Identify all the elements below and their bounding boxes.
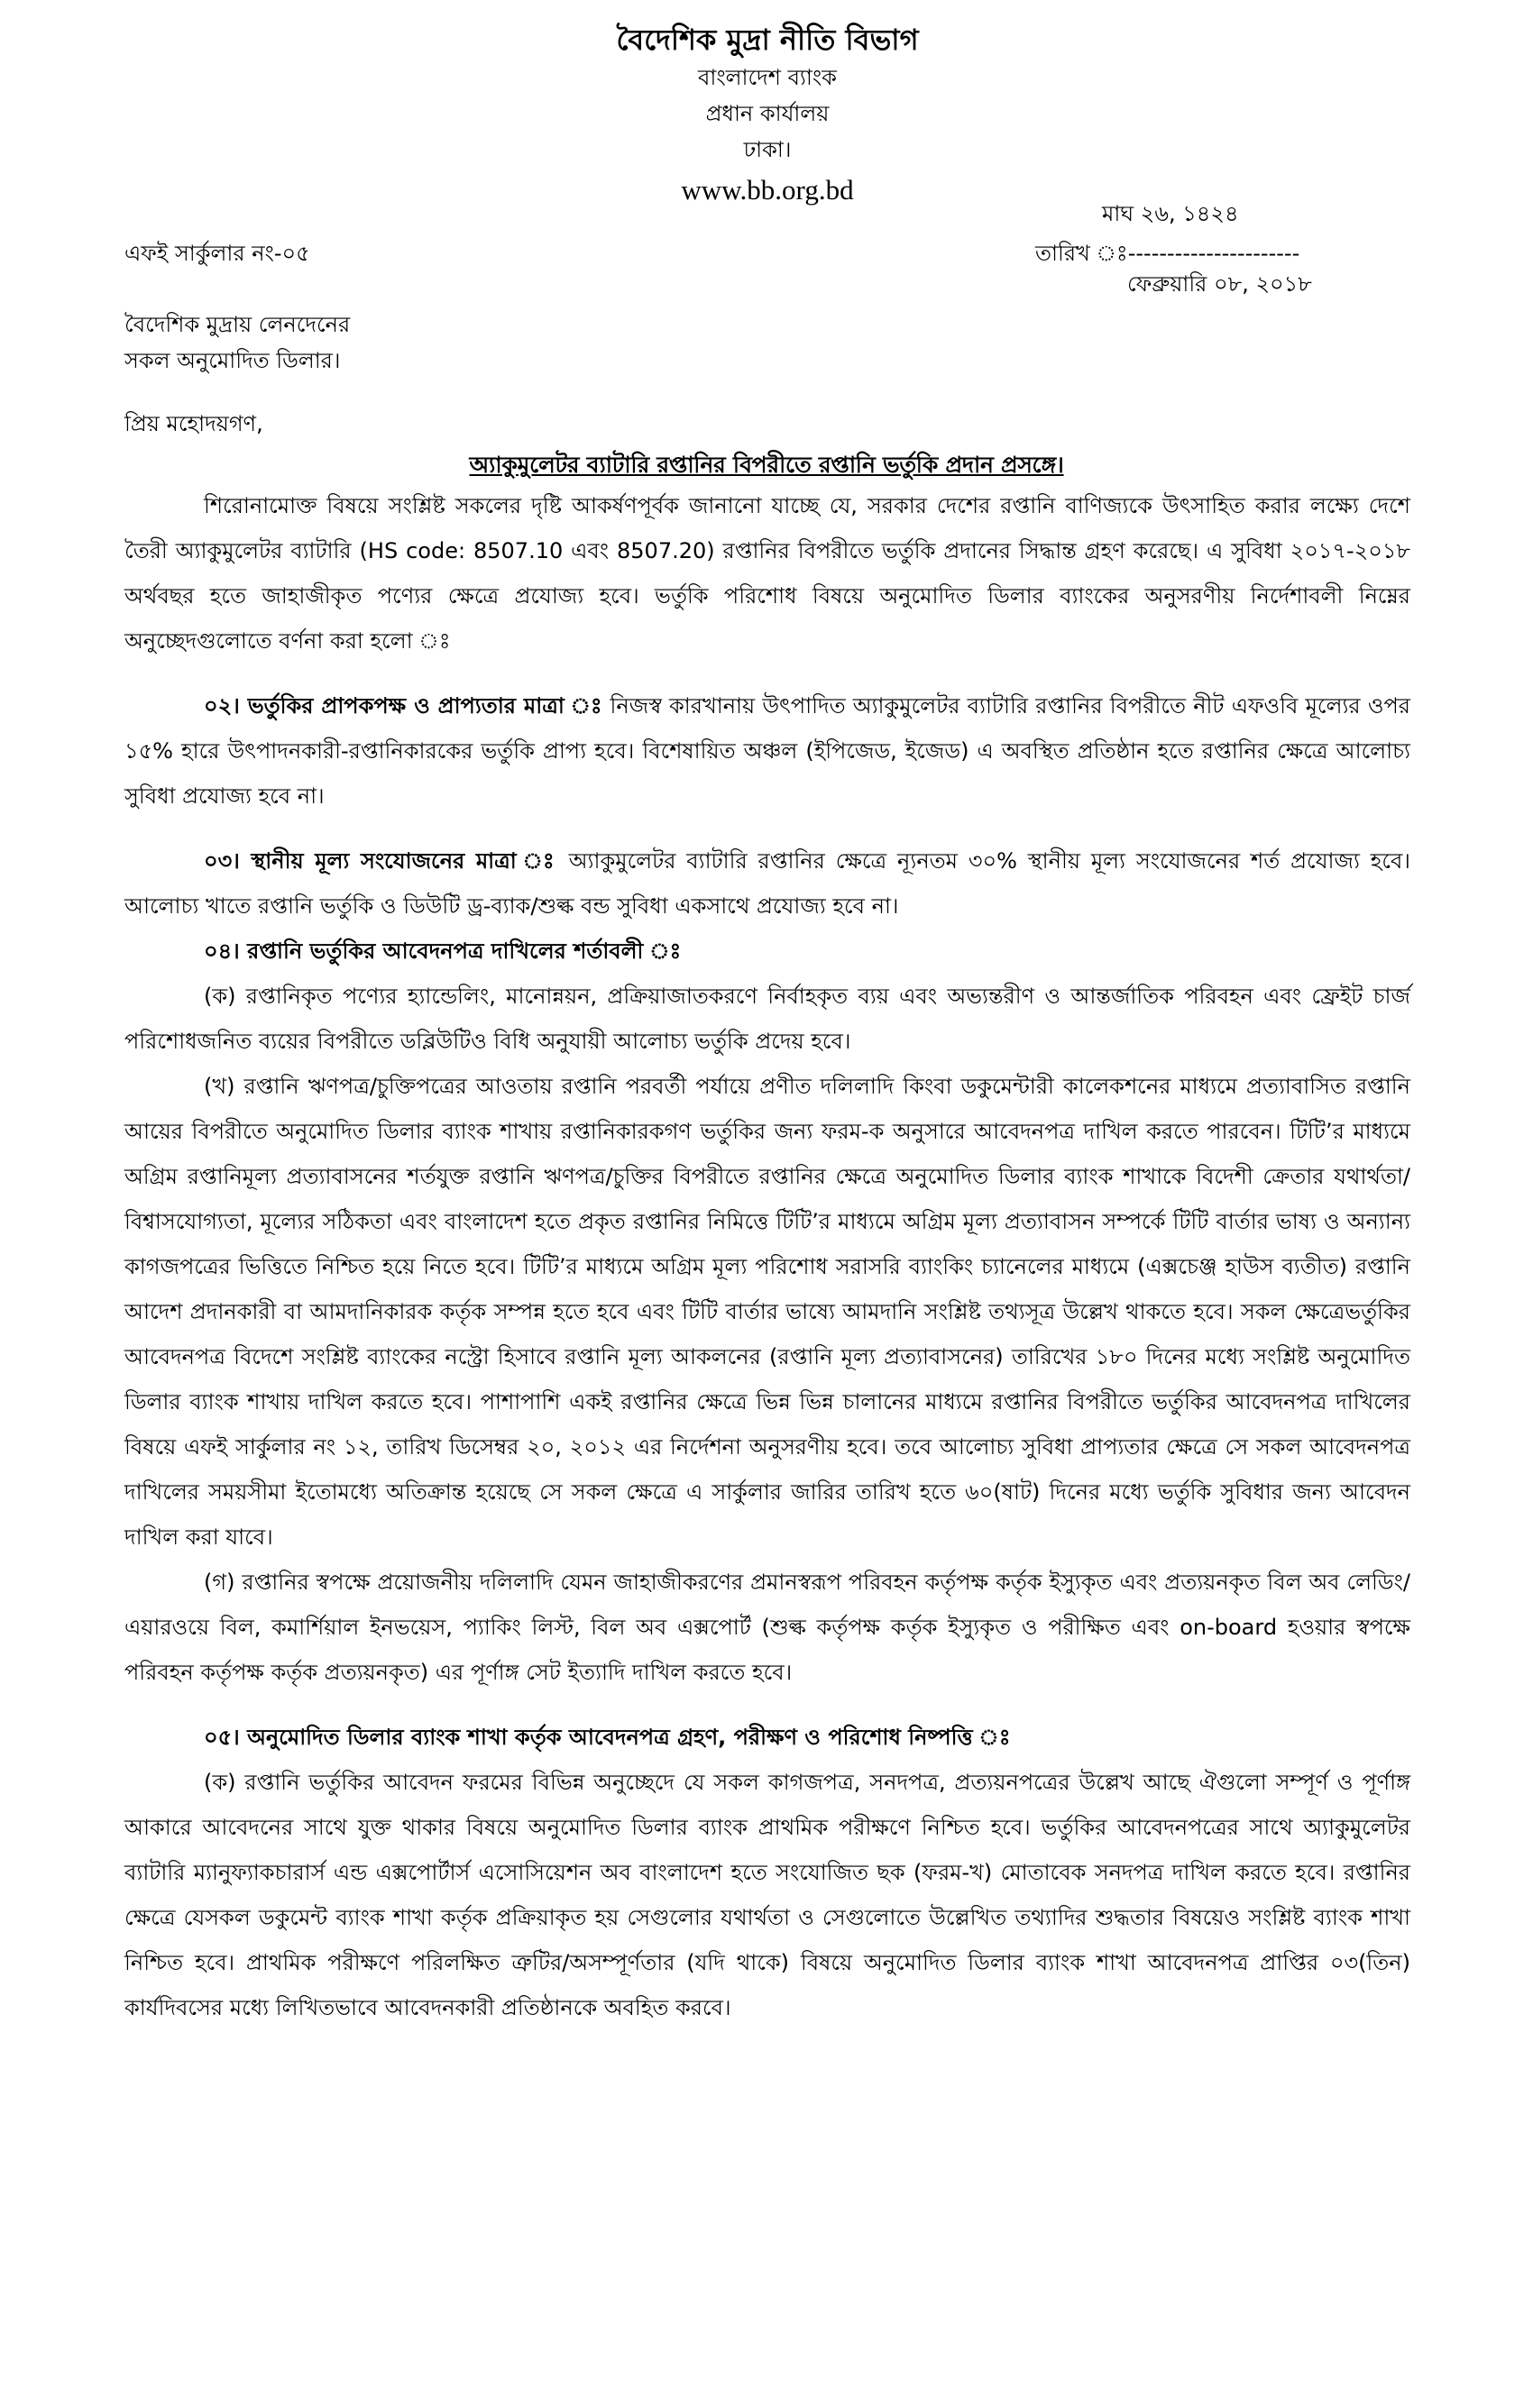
paragraph-2-text: নিজস্ব কারখানায় উৎপাদিত অ্যাকুমুলেটর ব্যাটারি রপ্তানির বিপরীতে নীট এফওবি মূল্যের ওপর ১৫% হারে উৎপাদনকারী-রপ্তানিকারকের ভর্তুকি প্রাপ্য হবে। বিশেষায়িত অঞ্চল (ইপিজেড, ইজেড) এ অবস্থিত প্রতিষ্ঠান হতে রপ্তানির ক্ষেত্রে আলোচ্য সুবিধা প্রযোজ্য হবে না। — [124, 693, 1410, 809]
circular-number: এফই সার্কুলার নং-০৫ — [124, 241, 310, 266]
salutation: প্রিয় মহোদয়গণ, — [124, 411, 263, 436]
letterhead — [124, 0, 1410, 211]
paragraph-3-text: অ্যাকুমুলেটর ব্যাটারি রপ্তানির ক্ষেত্রে ন্যূনতম ৩০% স্থানীয় মূল্য সংযোজনের শর্ত প্রযোজ্য হবে। আলোচ্য খাতে রপ্তানি ভর্তুকি ও ডিউটি ড্র-ব্যাক/শুল্ক বন্ড সুবিধা একসাথে প্রযোজ্য হবে না। — [124, 848, 1410, 919]
paragraph-5-heading: ০৫। অনুমোদিত ডিলার ব্যাংক শাখা কর্তৃক আবেদনপত্র গ্রহণ, পরীক্ষণ ও পরিশোধ নিষ্পত্তি ঃ — [204, 1725, 1011, 1750]
paragraph-1: শিরোনামোক্ত বিষয়ে সংশ্লিষ্ট সকলের দৃষ্টি আকর্ষণপূর্বক জানানো যাচ্ছে যে, সরকার দেশের রপ্তানি বাণিজ্যকে উৎসাহিত করার লক্ষ্যে দেশে তৈরী অ্যাকুমুলেটর ব্যাটারি (HS code: 8507.10 এবং 8507.20) রপ্তানির বিপরীতে ভর্তুকি প্রদানের সিদ্ধান্ত গ্রহণ করেছে। এ সুবিধা ২০১৭-২০১৮ অর্থবছর হতে জাহাজীকৃত পণ্যের ক্ষেত্রে প্রযোজ্য হবে। ভর্তুকি পরিশোধ বিষয়ে অনুমোদিত ডিলার ব্যাংকের অনুসরণীয় নির্দেশাবলী নিম্নের অনুচ্ছেদগুলোতে বর্ণনা করা হলো ঃ — [124, 493, 1410, 654]
paragraph-4-ga: (গ) রপ্তানির স্বপক্ষে প্রয়োজনীয় দলিলাদি যেমন জাহাজীকরণের প্রমানস্বরূপ পরিবহন কর্তৃপক্ষ কর্তৃক ইস্যুকৃত এবং প্রত্যয়নকৃত বিল অব লেডিং/এয়ারওয়ে বিল, কমার্শিয়াল ইনভয়েস, প্যাকিং লিস্ট, বিল অব এক্সপোর্ট (শুল্ক কর্তৃপক্ষ কর্তৃক ইস্যুকৃত ও পরীক্ষিত এবং on-board হওয়ার স্বপক্ষে পরিবহন কর্তৃপক্ষ কর্তৃক প্রত্যয়নকৃত) এর পূর্ণাঙ্গ সেট ইত্যাদি দাখিল করতে হবে। — [124, 1570, 1410, 1685]
addressee — [124, 307, 350, 379]
department-name: বৈদেশিক মুদ্রা নীতি বিভাগ — [616, 23, 919, 57]
paragraph-4-kha: (খ) রপ্তানি ঋণপত্র/চুক্তিপত্রের আওতায় রপ্তানি পরবর্তী পর্যায়ে প্রণীত দলিলাদি কিংবা ডকুমেন্টারী কালেকশনের মাধ্যমে প্রত্যাবাসিত রপ্তানি আয়ের বিপরীতে অনুমোদিত ডিলার ব্যাংক শাখায় রপ্তানিকারকগণ ভর্তুকির জন্য ফরম-ক অনুসারে আবেদনপত্র দাখিল করতে পারবেন। টিটি’র মাধ্যমে অগ্রিম রপ্তানিমূল্য প্রত্যাবাসনের শর্তযুক্ত রপ্তানি ঋণপত্র/চুক্তির বিপরীতে রপ্তানির ক্ষেত্রে অনুমোদিত ডিলার ব্যাংক শাখাকে বিদেশী ক্রেতার যথার্থতা/বিশ্বাসযোগ্যতা, মূল্যের সঠিকতা এবং বাংলাদেশ হতে প্রকৃত রপ্তানির নিমিত্তে টিটি’র মাধ্যমে অগ্রিম মূল্য প্রত্যাবাসন সম্পর্কে টিটি বার্তার ভাষ্য ও অন্যান্য কাগজপত্রের ভিত্তিতে নিশ্চিত হয়ে নিতে হবে। টিটি’র মাধ্যমে অগ্রিম মূল্য পরিশোধ সরাসরি ব্যাংকিং চ্যানেলের মাধ্যমে (এক্সচেঞ্জ হাউস ব্যতীত) রপ্তানি আদেশ প্রদানকারী বা আমদানিকারক কর্তৃক সম্পন্ন হতে হবে এবং টিটি বার্তার ভাষ্যে আমদানি সংশ্লিষ্ট তথ্যসূত্র উল্লেখ থাকতে হবে। সকল ক্ষেত্রেভর্তুকির আবেদনপত্র বিদেশে সংশ্লিষ্ট ব্যাংকের নস্ট্রো হিসাবে রপ্তানি মূল্য আকলনের (রপ্তানি মূল্য প্রত্যাবাসনের) তারিখের ১৮০ দিনের মধ্যে সংশ্লিষ্ট অনুমোদিত ডিলার ব্যাংক শাখায় দাখিল করতে হবে। পাশাপাশি একই রপ্তানির ক্ষেত্রে ভিন্ন ভিন্ন চালানের মাধ্যমে রপ্তানির বিপরীতে ভর্তুকির আবেদনপত্র দাখিলের বিষয়ে এফই সার্কুলার নং ১২, তারিখ ডিসেম্বর ২০, ২০১২ এর নির্দেশনা অনুসরণীয় হবে। তবে আলোচ্য সুবিধা প্রাপ্যতার ক্ষেত্রে সে সকল আবেদনপত্র দাখিলের সময়সীমা ইতোমধ্যে অতিক্রান্ত হয়েছে সে সকল ক্ষেত্রে এ সার্কুলার জারির তারিখ হতে ৬০(ষাট) দিনের মধ্যে ভর্তুকি সুবিধার জন্য আবেদন দাখিল করা যাবে। — [124, 1074, 1410, 1550]
website-link[interactable]: www.bb.org.bd — [681, 174, 854, 206]
addressee-line-2: সকল অনুমোদিত ডিলার। — [124, 348, 341, 373]
bank-name: বাংলাদেশ ব্যাংক — [698, 65, 837, 90]
paragraph-4-heading: ০৪। রপ্তানি ভর্তুকির আবেদনপত্র দাখিলের শর্তাবলী ঃ — [204, 938, 682, 964]
city-name: ঢাকা। — [743, 137, 792, 162]
subject-line: অ্যাকুমুলেটর ব্যাটারি রপ্তানির বিপরীতে রপ্তানি ভর্তুকি প্রদান প্রসঙ্গে। — [469, 452, 1064, 478]
date-label: তারিখ ঃ---------------------- — [1035, 241, 1300, 266]
paragraph-5-ka: (ক) রপ্তানি ভর্তুকির আবেদন ফরমের বিভিন্ন অনুচ্ছেদে যে সকল কাগজপত্র, সনদপত্র, প্রত্যয়নপত্রের উল্লেখ আছে ঐগুলো সম্পূর্ণ ও পূর্ণাঙ্গ আকারে আবেদনের সাথে যুক্ত থাকার বিষয়ে অনুমোদিত ডিলার ব্যাংক প্রাথমিক পরীক্ষণে নিশ্চিত হবে। ভর্তুকির আবেদনপত্রের সাথে অ্যাকুমুলেটর ব্যাটারি ম্যানুফ্যাকচারার্স এন্ড এক্সপোর্টার্স এসোসিয়েশন অব বাংলাদেশ হতে সংযোজিত ছক (ফরম-খ) মোতাবেক সনদপত্র দাখিল করতে হবে। রপ্তানির ক্ষেত্রে যেসকল ডকুমেন্ট ব্যাংক শাখা কর্তৃক প্রক্রিয়াকৃত হয় সেগুলোর যথার্থতা ও সেগুলোতে উল্লেখিত তথ্যাদির শুদ্ধতার বিষয়েও সংশ্লিষ্ট ব্যাংক শাখা নিশ্চিত হবে। প্রাথমিক পরীক্ষণে পরিলক্ষিত ত্রুটির/অসম্পূর্ণতার (যদি থাকে) বিষয়ে অনুমোদিত ডিলার ব্যাংক শাখা আবেদনপত্র প্রাপ্তির ০৩(তিন) কার্যদিবসের মধ্যে লিখিতভাবে আবেদনকারী প্রতিষ্ঠানকে অবহিত করবে। — [124, 1770, 1410, 2020]
date-bangla: মাঘ ২৬, ১৪২৪ — [1102, 201, 1239, 226]
date-english: ফেব্রুয়ারি ০৮, ২০১৮ — [1127, 271, 1312, 297]
paragraph-4-ka: (ক) রপ্তানিকৃত পণ্যের হ্যান্ডেলিং, মানোন্নয়ন, প্রক্রিয়াজাতকরণে নির্বাহকৃত ব্যয় এবং অভ্যন্তরীণ ও আন্তর্জাতিক পরিবহন এবং ফ্রেইট চার্জ পরিশোধজনিত ব্যয়ের বিপরীতে ডব্লিউটিও বিধি অনুযায়ী আলোচ্য ভর্তুকি প্রদেয় হবে। — [124, 984, 1410, 1054]
office-name: প্রধান কার্যালয় — [705, 101, 830, 126]
circular-body — [124, 483, 1410, 2030]
paragraph-3 — [124, 838, 1410, 929]
addressee-line-1: বৈদেশিক মুদ্রায় লেনদেনের — [124, 312, 351, 337]
paragraph-2 — [124, 683, 1410, 819]
paragraph-2-heading: ০২। ভর্তুকির প্রাপকপক্ষ ও প্রাপ্যতার মাত্রা ঃ — [204, 693, 603, 719]
paragraph-3-heading: ০৩। স্থানীয় মূল্য সংযোজনের মাত্রা ঃ — [204, 848, 558, 874]
